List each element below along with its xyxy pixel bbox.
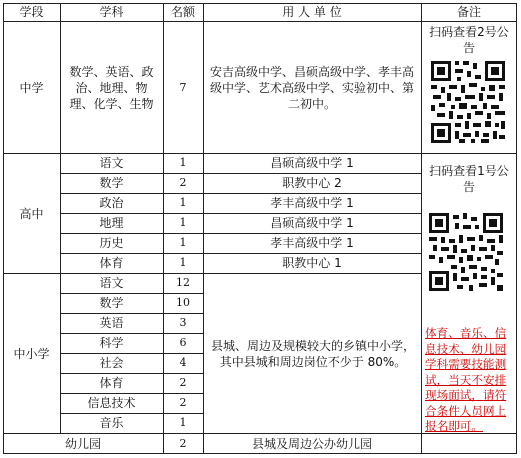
- pm-subject-1: 语文: [99, 276, 124, 290]
- high-subject-2: 数学: [99, 176, 124, 190]
- kindergarten-quota: 2: [179, 437, 187, 450]
- middle-school-employer: 安吉高级中学、昌硕高级中学、孝丰高级中学、艺术高级中学、实验初中、第二初中。: [209, 64, 414, 111]
- high-quota-3: 1: [179, 196, 187, 209]
- pm-employer: 县城、周边及规模较大的乡镇中小学，其中县城和周边岗位不少于 80%。: [211, 338, 415, 369]
- qr-code-icon: [429, 59, 507, 145]
- pm-subject-3: 英语: [99, 316, 124, 330]
- high-employer-2: 职教中心 2: [282, 176, 342, 190]
- high-subject-4: 地理: [99, 216, 124, 230]
- pm-quota-2: 10: [176, 296, 190, 309]
- high-employer-1: 昌硕高级中学 1: [270, 156, 354, 170]
- high-employer-3: 孝丰高级中学 1: [270, 196, 354, 210]
- pm-subject-2: 数学: [99, 296, 124, 310]
- header-remarks: 备注: [456, 5, 481, 19]
- recruitment-table: [3, 3, 517, 454]
- high-employer-6: 职教中心 1: [282, 256, 342, 270]
- high-quota-6: 1: [179, 256, 187, 269]
- header-employer: 用 人 单 位: [282, 5, 342, 19]
- high-quota-4: 1: [179, 216, 187, 229]
- high-employer-5: 孝丰高级中学 1: [270, 236, 354, 250]
- header-subject: 学科: [99, 5, 124, 19]
- pm-quota-7: 2: [179, 396, 187, 409]
- skill-test-notice: 体育、音乐、信息技术、幼儿园学科需要技能测试，当天不安排现场面试，请符合条件人员网上报名即可。: [425, 326, 507, 433]
- pm-quota-4: 6: [179, 336, 187, 349]
- high-quota-1: 1: [179, 156, 187, 169]
- pm-subject-5: 社会: [99, 356, 124, 370]
- high-subject-5: 历史: [99, 236, 124, 250]
- pm-subject-7: 信息技术: [87, 396, 136, 410]
- kindergarten-employer: 县城及周边公办幼儿园: [251, 437, 372, 451]
- high-employer-4: 昌硕高级中学 1: [270, 216, 354, 230]
- high-subject-1: 语文: [99, 156, 124, 170]
- pm-subject-6: 体育: [99, 376, 124, 390]
- pm-quota-1: 12: [176, 276, 190, 289]
- pm-subject-8: 音乐: [99, 416, 124, 430]
- stage-kindergarten: 幼儿园: [64, 437, 101, 451]
- qr-code-icon: [427, 211, 505, 293]
- middle-school-quota: 7: [179, 80, 187, 94]
- header-quota: 名额: [170, 5, 195, 19]
- stage-middle-school: 中学: [19, 80, 44, 95]
- pm-quota-3: 3: [179, 316, 187, 329]
- high-quota-2: 2: [179, 176, 187, 189]
- high-school-remark: 扫码查看1号公告: [429, 164, 509, 194]
- middle-school-remark: 扫码查看2号公告: [429, 25, 509, 55]
- high-quota-5: 1: [179, 236, 187, 249]
- high-subject-6: 体育: [99, 256, 124, 270]
- high-subject-3: 政治: [99, 196, 124, 210]
- header-stage: 学段: [19, 5, 44, 19]
- stage-primary-middle: 中小学: [13, 346, 50, 361]
- pm-quota-5: 4: [179, 356, 187, 369]
- pm-subject-4: 科学: [99, 336, 124, 350]
- pm-quota-6: 2: [179, 376, 187, 389]
- pm-quota-8: 1: [179, 416, 187, 429]
- middle-school-subjects: 数学、英语、政治、地理、物理、化学、生物: [69, 64, 154, 111]
- stage-high-school: 高中: [19, 206, 44, 221]
